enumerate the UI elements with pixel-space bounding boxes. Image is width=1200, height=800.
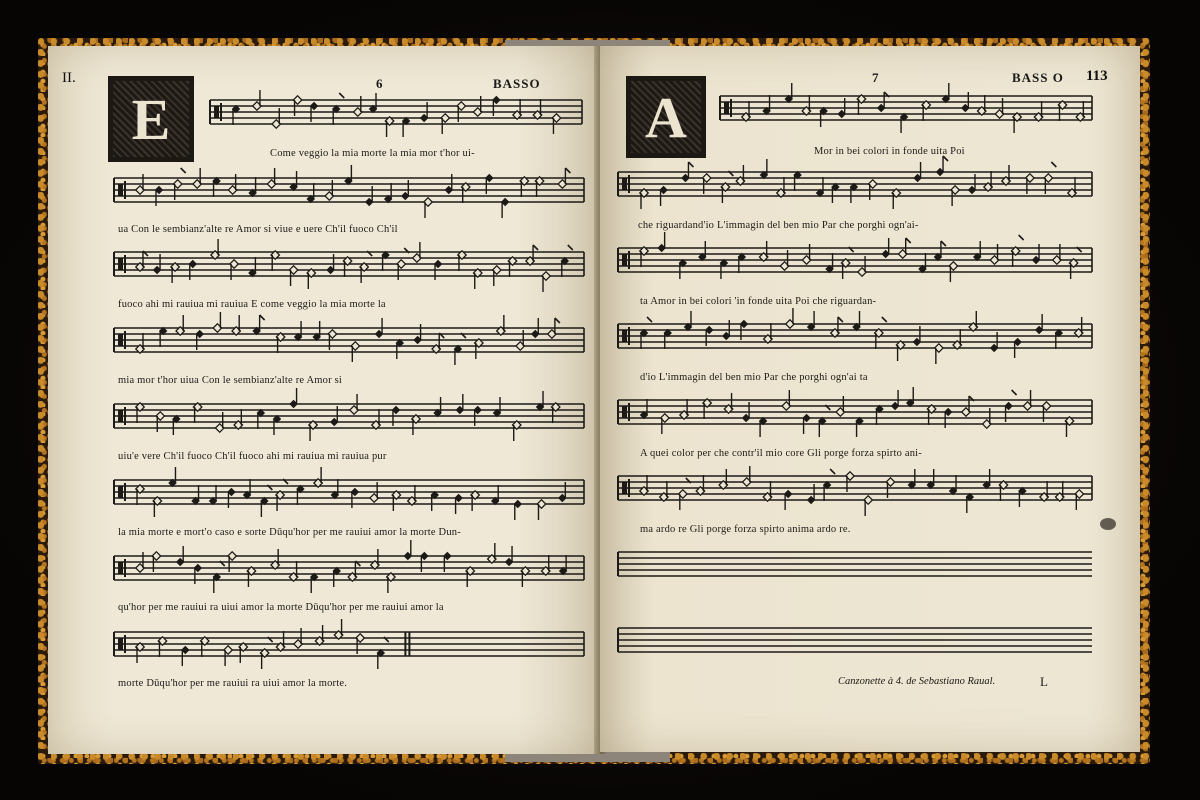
- staff-line-r6: [618, 470, 1092, 508]
- lyric-line-r1: Mor in bei colori in fonde uita Poi: [814, 146, 965, 157]
- staff-line-8: [114, 626, 584, 664]
- lyric-line-4: mia mor t'hor uiua Con le sembianz'alte re Amor si: [118, 375, 343, 386]
- staff-line-r5: [618, 394, 1092, 432]
- voice-label-right: BASS O: [1012, 70, 1064, 85]
- staff-line-r1: [720, 90, 1092, 128]
- staff-line-r2: [618, 166, 1092, 204]
- staff-line-empty-1: [618, 546, 1092, 584]
- lyric-line-7: qu'hor per me rauiui ra uiui amor la morte Dūqu'hor per me rauiui amor la: [118, 602, 444, 613]
- voice-label-left: BASSO: [493, 76, 541, 91]
- decorated-initial-a: [626, 76, 706, 158]
- footer-attribution: Canzonette à 4. de Sebastiano Raual.: [838, 676, 996, 687]
- staff-line-empty-2: [618, 622, 1092, 660]
- staff-line-r3: [618, 242, 1092, 280]
- ink-stain: [1100, 518, 1116, 530]
- staff-line-5: [114, 398, 584, 436]
- lyric-line-8: morte Dūqu'hor per me rauiui ra uiui amor la morte.: [118, 678, 348, 689]
- corner-mark: II.: [62, 70, 76, 86]
- lyric-line-1: Come veggio la mia morte la mia mor t'hor ui-: [270, 148, 475, 159]
- signature-mark: L: [1040, 674, 1048, 689]
- lyric-line-r6: ma ardo re Gli porge forza spirto anima ardo re.: [640, 524, 851, 535]
- page-number-left: 6: [376, 76, 384, 91]
- lyric-line-r5: A quei color per che contr'il mio core Gli porge forza spirto ani-: [640, 448, 922, 459]
- lyric-line-2: ua Con le sembianz'alte re Amor si viue e uere Ch'il fuoco Ch'il: [118, 224, 398, 235]
- staff-line-r4: [618, 318, 1092, 356]
- staff-line-7: [114, 550, 584, 588]
- lyric-line-r4: d'io L'immagin del ben mio Par che porghi ogn'ai ta: [640, 372, 868, 383]
- page-number-right: 7: [872, 70, 880, 85]
- lyric-line-r3: ta Amor in bei colori 'in fonde uita Poi che riguardan-: [640, 296, 877, 307]
- folio-number: 113: [1086, 68, 1108, 84]
- lyric-line-r2: che riguardand'io L'immagin del ben mio Par che porghi ogn'ai-: [638, 220, 919, 231]
- initial-letter: E: [131, 86, 171, 152]
- left-page: [48, 46, 600, 754]
- staff-line-4: [114, 322, 584, 360]
- lyric-line-6: la mia morte e mort'o caso e sorte Dūqu'hor per me rauiui amor la morte Dun-: [118, 527, 461, 538]
- right-page: [600, 46, 1140, 752]
- staff-line-2: [114, 172, 584, 210]
- staff-line-1: [210, 94, 582, 132]
- decorated-initial-e: [108, 76, 194, 162]
- lyric-line-5: uiu'e vere Ch'il fuoco Ch'il fuoco ahi mi rauiua mi rauiua pur: [118, 451, 387, 462]
- initial-letter-right: A: [645, 84, 687, 150]
- lyric-line-3: fuoco ahi mi rauiua mi rauiua E come veggio la mia morte la: [118, 299, 386, 310]
- staff-line-3: [114, 246, 584, 284]
- staff-line-6: [114, 474, 584, 512]
